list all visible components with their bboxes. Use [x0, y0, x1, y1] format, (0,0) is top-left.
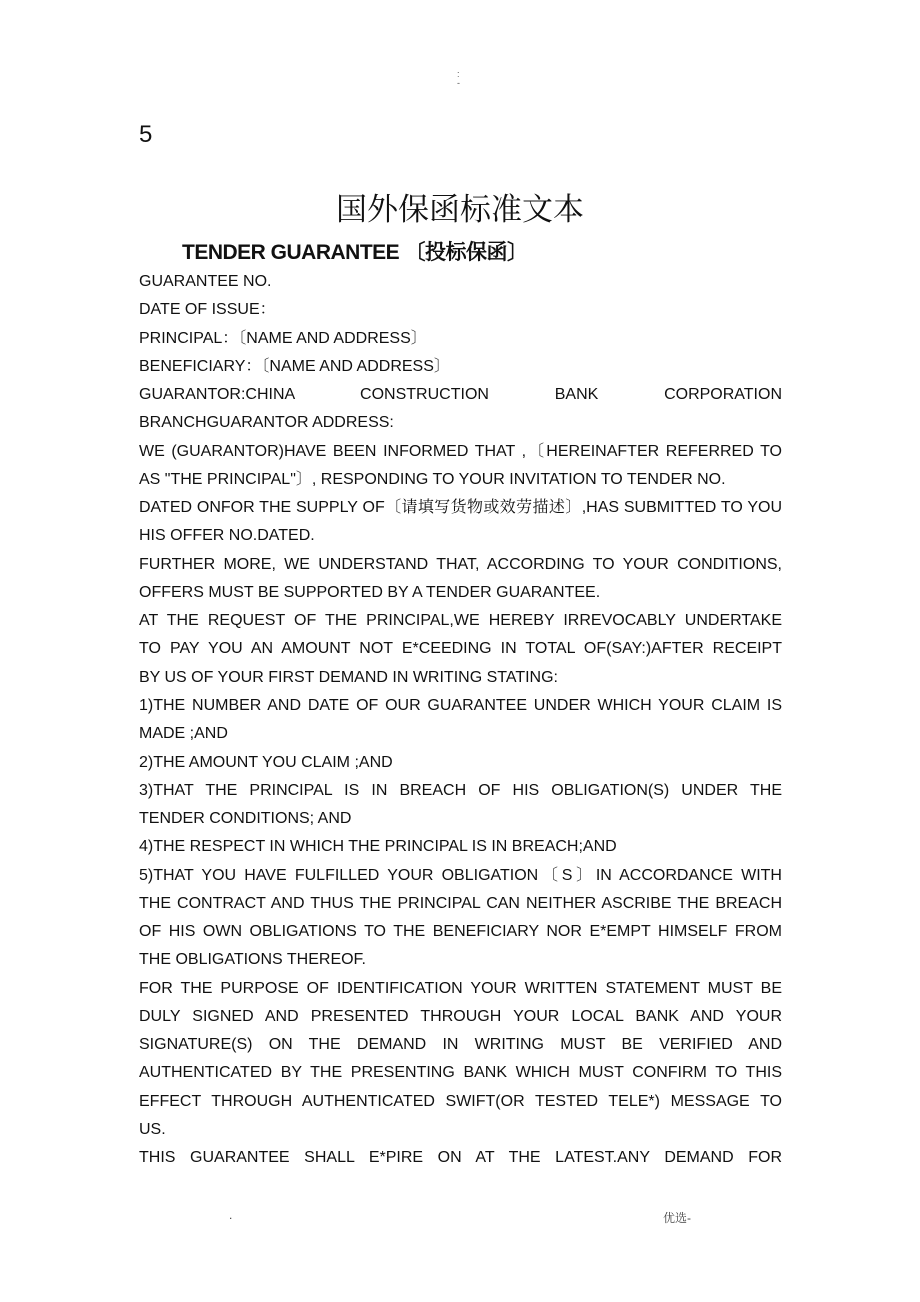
text-line: SIGNATURE(S) ON THE DEMAND IN WRITING MUST BE VERIFIED AND: [139, 1036, 782, 1054]
text-line: BENEFICIARY：〔NAME AND ADDRESS〕: [139, 357, 450, 375]
text-line: AUTHENTICATED BY THE PRESENTING BANK WHICH MUST CONFIRM TO THIS: [139, 1064, 782, 1082]
text-line: THE OBLIGATIONS THEREOF.: [139, 951, 366, 969]
text-line: DATE OF ISSUE：: [139, 301, 276, 319]
text-line: 1)THE NUMBER AND DATE OF OUR GUARANTEE UNDER WHICH YOUR CLAIM IS: [139, 696, 782, 714]
text-line: BY US OF YOUR FIRST DEMAND IN WRITING STATING:: [139, 668, 558, 686]
text-line: FOR THE PURPOSE OF IDENTIFICATION YOUR WRITTEN STATEMENT MUST BE: [139, 979, 782, 997]
text-line: DULY SIGNED AND PRESENTED THROUGH YOUR LOCAL BANK AND YOUR: [139, 1007, 782, 1025]
text-line: AT THE REQUEST OF THE PRINCIPAL,WE HEREBY IRREVOCABLY UNDERTAKE: [139, 612, 782, 630]
text-line: OFFERS MUST BE SUPPORTED BY A TENDER GUARANTEE.: [139, 583, 601, 601]
text-line: 3)THAT THE PRINCIPAL IS IN BREACH OF HIS OBLIGATION(S) UNDER THE: [139, 781, 782, 799]
text-line: GUARANTOR:CHINA CONSTRUCTION BANK CORPORATION: [139, 386, 782, 404]
page-number: 5: [139, 121, 153, 148]
text-line: FURTHER MORE, WE UNDERSTAND THAT, ACCORDING TO YOUR CONDITIONS,: [139, 555, 782, 573]
document-subtitle: TENDER GUARANTEE 〔投标保函〕: [182, 241, 528, 264]
text-line: OF HIS OWN OBLIGATIONS TO THE BENEFICIARY NOR E*EMPT HIMSELF FROM: [139, 923, 782, 941]
text-line: 2)THE AMOUNT YOU CLAIM ;AND: [139, 753, 393, 771]
text-line: MADE ;AND: [139, 725, 228, 743]
text-line: DATED ONFOR THE SUPPLY OF〔请填写货物或效劳描述〕,HAS SUBMITTED TO YOU: [139, 499, 782, 517]
text-line: 4)THE RESPECT IN WHICH THE PRINCIPAL IS IN BREACH;AND: [139, 838, 617, 856]
footer-note: 优选-: [663, 1211, 691, 1225]
text-line: AS "THE PRINCIPAL"〕, RESPONDING TO YOUR INVITATION TO TENDER NO.: [139, 470, 726, 488]
document-title: 国外保函标准文本: [336, 192, 584, 228]
text-line: GUARANTEE NO.: [139, 273, 272, 290]
text-line: EFFECT THROUGH AUTHENTICATED SWIFT(OR TESTED TELE*) MESSAGE TO: [139, 1092, 782, 1110]
text-line: HIS OFFER NO.DATED.: [139, 527, 315, 545]
footer-dot: .: [229, 1208, 233, 1222]
text-line: PRINCIPAL：〔NAME AND ADDRESS〕: [139, 329, 427, 347]
text-line: US.: [139, 1120, 166, 1138]
header-mark: : -: [457, 69, 460, 88]
text-line: BRANCHGUARANTOR ADDRESS:: [139, 414, 394, 432]
text-line: TENDER CONDITIONS; AND: [139, 810, 352, 828]
text-line: WE (GUARANTOR)HAVE BEEN INFORMED THAT ,〔HEREINAFTER REFERRED TO: [139, 442, 782, 460]
document-body: [139, 268, 782, 1173]
text-line: THIS GUARANTEE SHALL E*PIRE ON AT THE LATEST.ANY DEMAND FOR: [139, 1149, 782, 1167]
text-line: TO PAY YOU AN AMOUNT NOT E*CEEDING IN TOTAL OF(SAY:)AFTER RECEIPT: [139, 640, 782, 658]
text-line: THE CONTRACT AND THUS THE PRINCIPAL CAN NEITHER ASCRIBE THE BREACH: [139, 894, 782, 912]
text-line: 5)THAT YOU HAVE FULFILLED YOUR OBLIGATION〔S〕IN ACCORDANCE WITH: [139, 866, 782, 884]
